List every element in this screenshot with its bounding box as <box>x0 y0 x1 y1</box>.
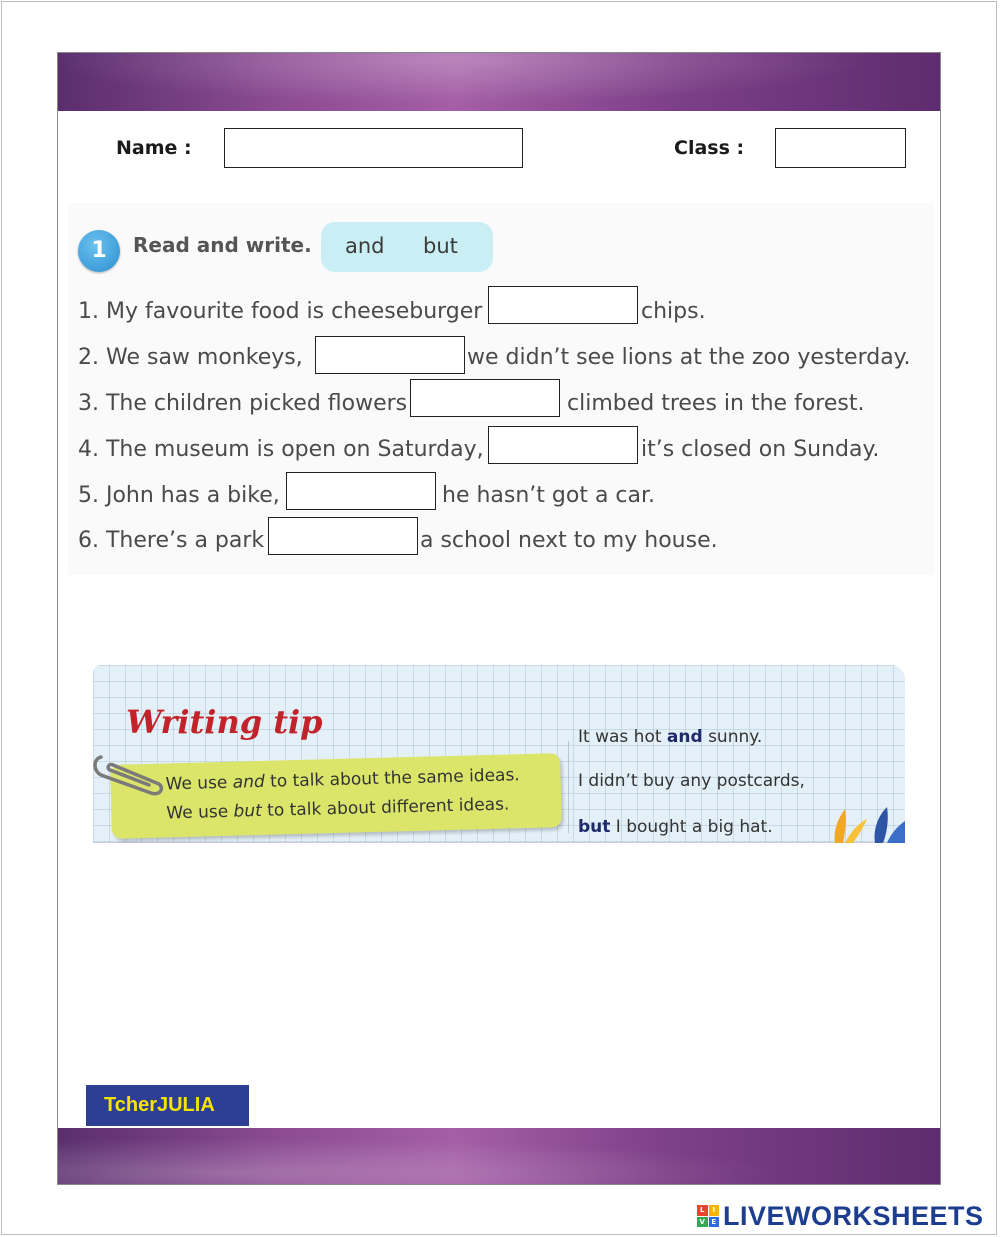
brand-name: LIVEWORKSHEETS <box>723 1200 984 1231</box>
tip-divider <box>568 741 569 833</box>
sentence-4-start: 4. The museum is open on Saturday, <box>78 437 484 462</box>
paperclip-icon <box>93 749 171 799</box>
liveworksheets-brand[interactable] <box>697 1198 984 1234</box>
name-label: Name : <box>116 137 192 159</box>
author-label: TcherJULIA <box>86 1085 249 1126</box>
answer-6-input[interactable] <box>268 517 418 555</box>
name-input[interactable] <box>224 128 523 168</box>
writing-tip-panel <box>93 665 905 843</box>
word-and: and <box>345 234 385 258</box>
sentence-5-start: 5. John has a bike, <box>78 483 280 508</box>
tip-example-but-line2: but I bought a big hat. <box>578 817 773 837</box>
answer-5-input[interactable] <box>286 472 436 510</box>
header-band <box>58 53 940 111</box>
word-but: but <box>423 234 458 258</box>
class-label: Class : <box>674 137 745 159</box>
leaf-decoration-icon <box>815 795 905 843</box>
answer-4-input[interactable] <box>488 426 638 464</box>
footer-band <box>58 1128 940 1184</box>
worksheet <box>57 52 941 1185</box>
exercise-number: 1 <box>78 230 120 272</box>
sentence-3-end: climbed trees in the forest. <box>567 391 865 416</box>
word-bank <box>321 222 493 272</box>
sentence-2-start: 2. We saw monkeys, <box>78 345 303 370</box>
sentence-4-end: it’s closed on Sunday. <box>641 437 880 462</box>
tip-example-and: It was hot and sunny. <box>578 727 763 747</box>
answer-2-input[interactable] <box>315 336 465 374</box>
tip-example-but-line1: I didn’t buy any postcards, <box>578 771 805 791</box>
sentence-6-start: 6. There’s a park <box>78 528 265 553</box>
answer-1-input[interactable] <box>488 286 638 324</box>
exercise-title: Read and write. <box>133 233 312 257</box>
liveworksheets-logo-icon: L I V E <box>697 1205 719 1227</box>
sentence-1-end: chips. <box>641 299 706 324</box>
tip-rule-but: We use but to talk about different ideas. <box>166 794 510 824</box>
sentence-1-start: 1. My favourite food is cheeseburger <box>78 299 483 324</box>
class-input[interactable] <box>775 128 906 168</box>
sentence-5-end: he hasn’t got a car. <box>442 483 656 508</box>
sentence-6-end: a school next to my house. <box>420 528 718 553</box>
tip-rule-and: We use and to talk about the same ideas. <box>165 765 520 795</box>
writing-tip-title: Writing tip <box>126 703 323 741</box>
sentence-3-start: 3. The children picked flowers <box>78 391 408 416</box>
answer-3-input[interactable] <box>410 379 560 417</box>
tip-note <box>110 753 562 839</box>
sentence-2-end: we didn’t see lions at the zoo yesterday. <box>467 345 911 370</box>
